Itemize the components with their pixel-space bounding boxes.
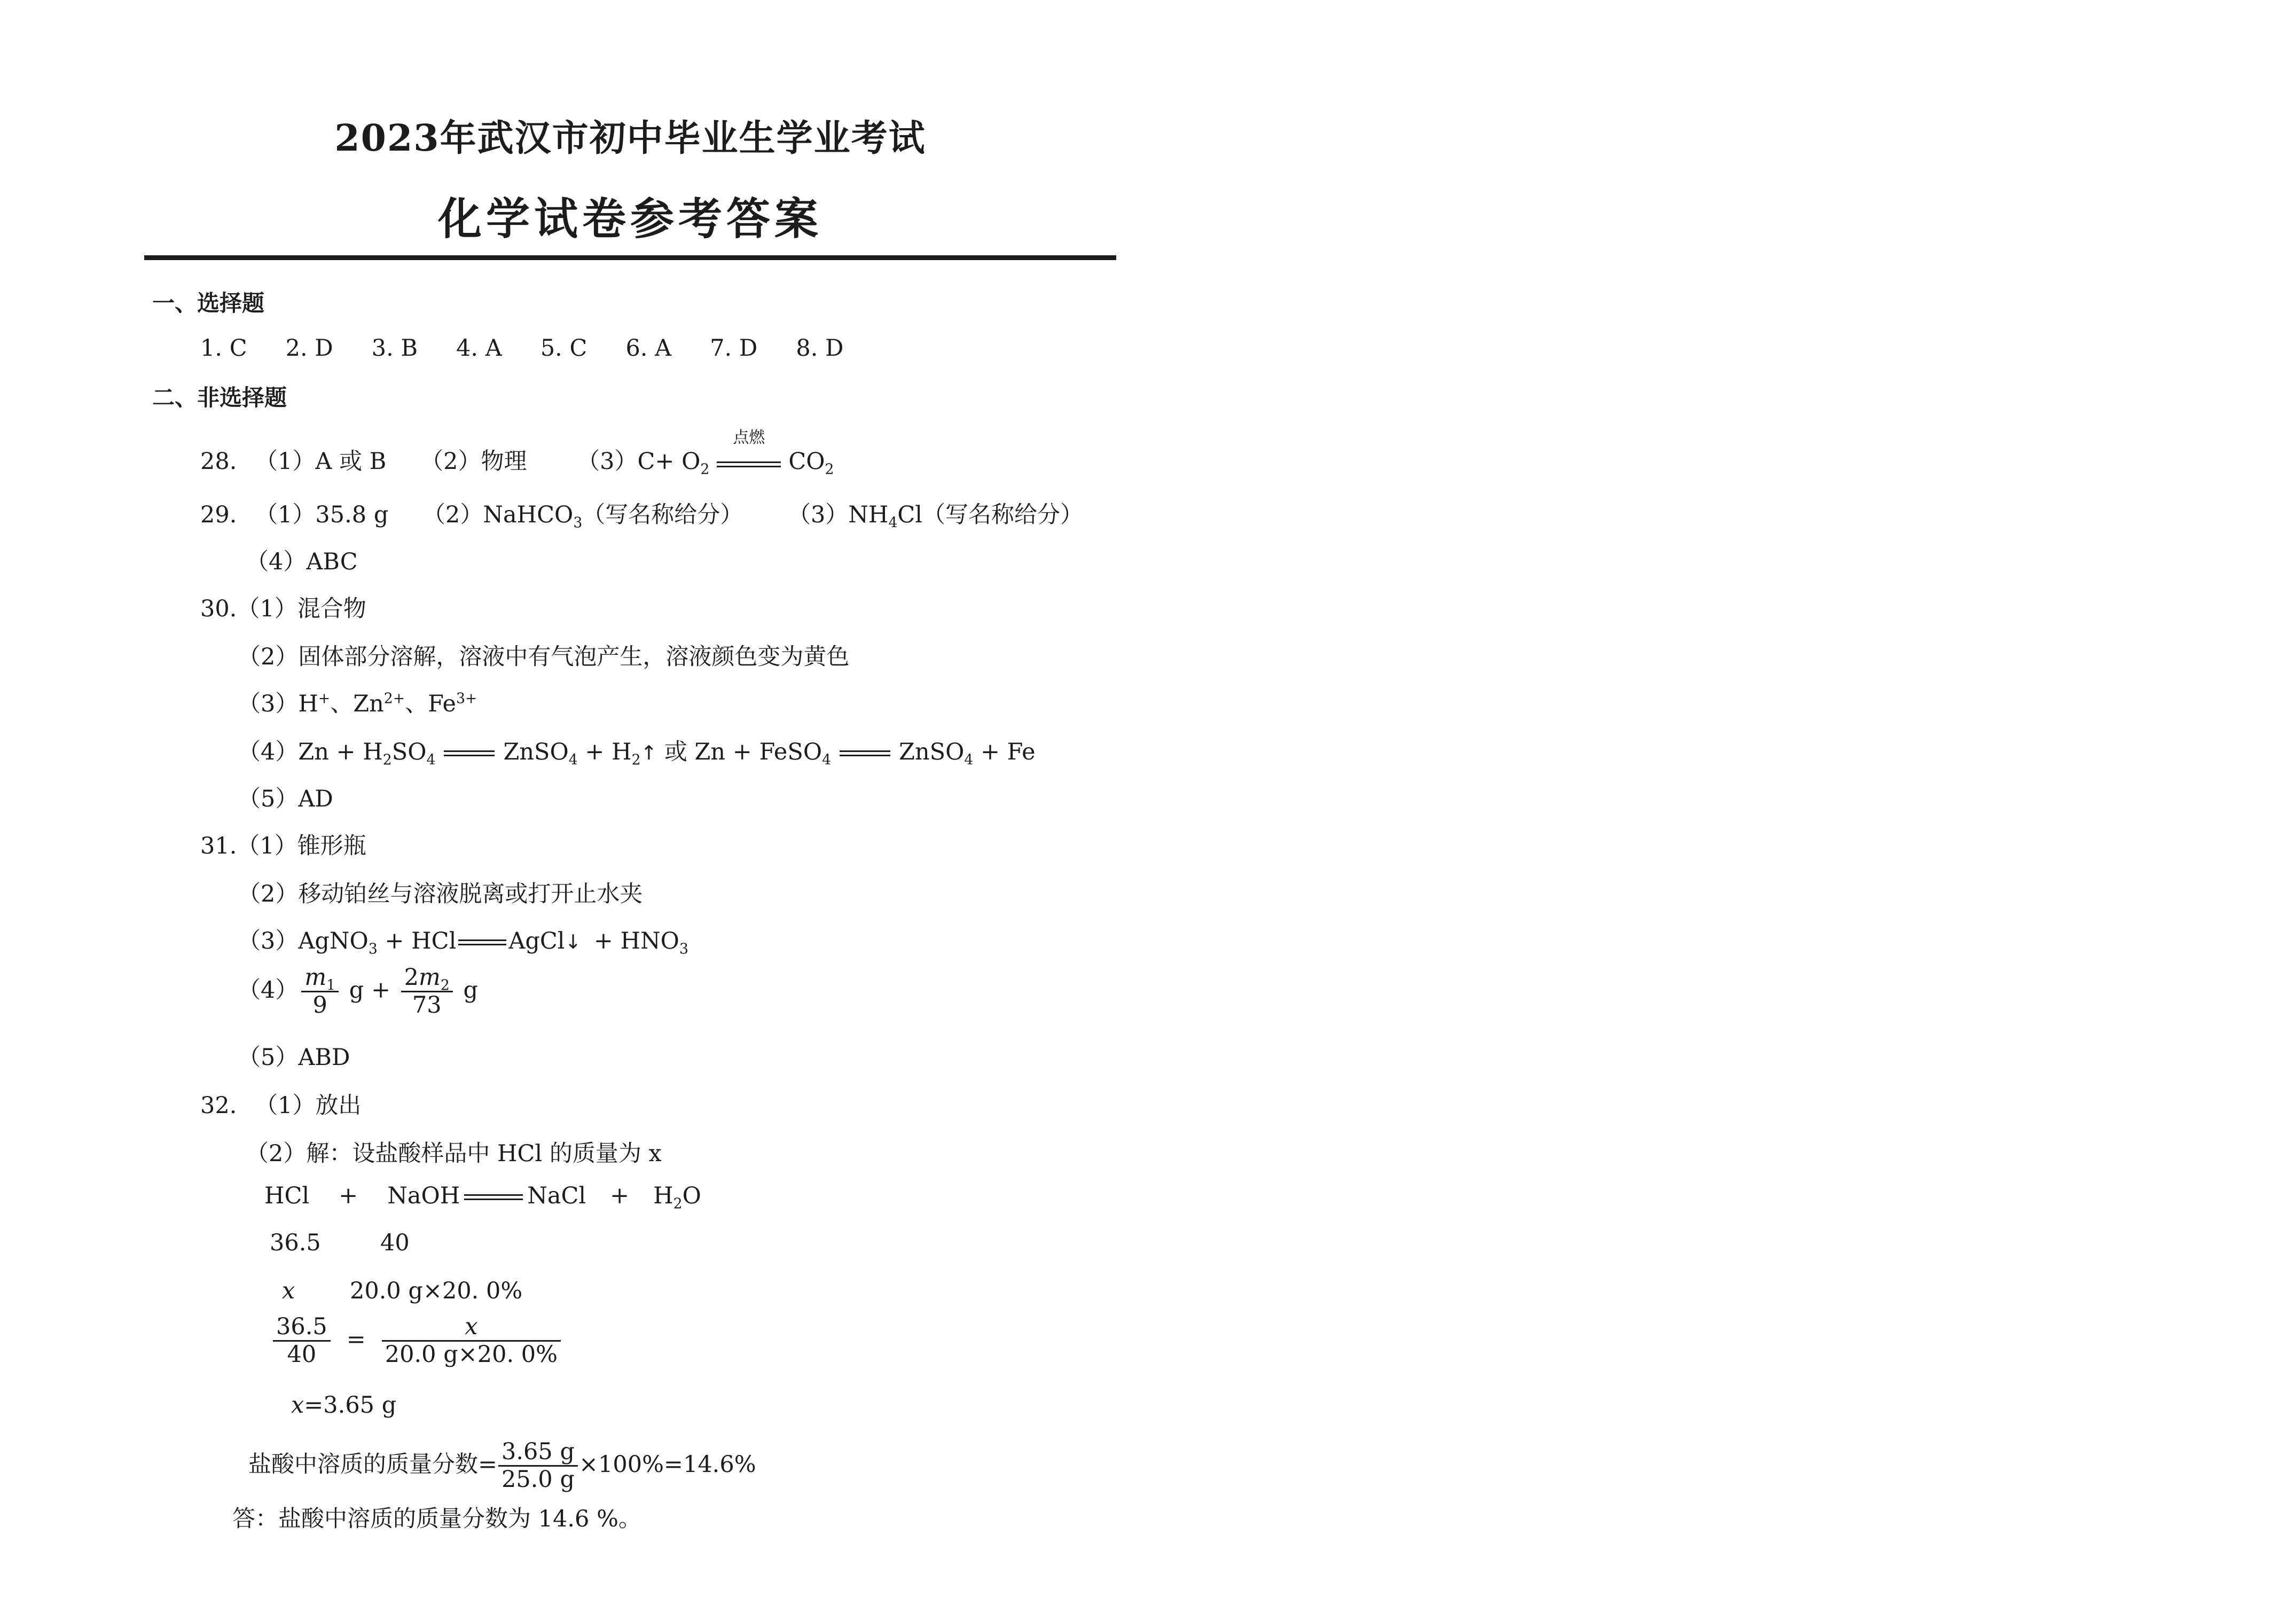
mc-answer-8: 8. D bbox=[796, 335, 844, 362]
q31-number: 31. bbox=[200, 833, 237, 859]
mc-answer-4: 4. A bbox=[456, 335, 502, 362]
q32-part1: （1）放出 bbox=[255, 1092, 362, 1119]
multiple-choice-answers bbox=[200, 335, 882, 362]
exam-title: 2023年武汉市初中毕业生学业考试 bbox=[334, 117, 926, 160]
q32-molar-mass-naoh: 40 bbox=[380, 1230, 410, 1256]
q32-number: 32. bbox=[200, 1092, 237, 1119]
q32-mass-fraction: 盐酸中溶质的质量分数= $\frac{3.65 g}{25.0 g}$ ×100%=14.6% bbox=[248, 1438, 756, 1493]
q32-result: x=3.65 g bbox=[291, 1392, 397, 1419]
title-divider bbox=[144, 255, 1116, 260]
mc-answer-6: 6. A bbox=[625, 335, 672, 362]
mc-answer-2: 2. D bbox=[285, 335, 333, 362]
answer-title: 化学试卷参考答案 bbox=[437, 193, 822, 245]
q28-row bbox=[200, 428, 834, 478]
fraction-2m2-over-73: $\frac{2m_2}{73}$ bbox=[401, 965, 453, 1019]
q31-part1: （1）锥形瓶 bbox=[237, 833, 366, 859]
q30-part3: （3）H+、$Zn^{2+}$、$Fe^{3+}$ bbox=[238, 690, 477, 717]
mc-answer-7: 7. D bbox=[710, 335, 758, 362]
q30-row bbox=[200, 591, 366, 623]
q32-equation: HCl + NaOH NaCl + $H_2O$ bbox=[264, 1183, 701, 1212]
q28-number: 28. bbox=[200, 448, 237, 475]
q29-row bbox=[200, 497, 1083, 529]
q28-part1: （1）A 或 B bbox=[255, 448, 387, 475]
fraction-3.65-over-25.0: $\frac{3.65 g}{25.0 g}$ bbox=[498, 1439, 578, 1493]
q28-product: $CO_2$ bbox=[788, 448, 834, 478]
q32-unknown-x: x bbox=[282, 1278, 295, 1304]
q29-number: 29. bbox=[200, 502, 237, 528]
mc-answer-1: 1. C bbox=[200, 335, 247, 362]
q32-part2: （2）解：设盐酸样品中 HCl 的质量为 x bbox=[246, 1140, 662, 1167]
gas-up-arrow-icon: ↑ bbox=[640, 741, 657, 764]
q30-number: 30. bbox=[200, 596, 237, 622]
q32-naoh-mass: 20.0 g×20. 0% bbox=[350, 1278, 523, 1304]
q30-part2: （2）固体部分溶解，溶液中有气泡产生，溶液颜色变为黄色 bbox=[238, 644, 850, 670]
ratio-x-over-naoh-mass: $\frac{x}{20.0 g\times 20. 0\%}$ bbox=[382, 1314, 561, 1368]
q32-final-answer: 答：盐酸中溶质的质量分数为 14.6 %。 bbox=[232, 1506, 641, 1532]
mc-answer-3: 3. B bbox=[371, 335, 418, 362]
section-multiple-choice-heading: 一、选择题 bbox=[152, 290, 265, 316]
q31-part3: （3）AgNO$_3$ + HCl AgCl↓ + $HNO_3$ bbox=[238, 928, 688, 958]
q29-part1: （1）35.8 g bbox=[255, 502, 389, 528]
q32-molar-mass-hcl: 36.5 bbox=[270, 1230, 321, 1256]
fraction-m1-over-9: $\frac{m_1}{9}$ bbox=[301, 965, 339, 1019]
q28-part3-label: （3） bbox=[577, 448, 638, 475]
q30-part1: （1）混合物 bbox=[237, 596, 366, 622]
mc-answer-5: 5. C bbox=[540, 335, 587, 362]
section-non-choice-heading: 二、非选择题 bbox=[152, 385, 287, 411]
q30-part4: $(4)Zn + H_2SO_4$ ZnSO$_4$ + $H_2↑$ 或 Zn + FeSO$_4$ ZnSO$_4$ + Fe bbox=[238, 739, 1036, 769]
q29-part4: （4）ABC bbox=[246, 549, 358, 575]
q29-part3: $(3)NH_4Cl$（写名称给分） bbox=[787, 502, 1084, 531]
q28-part2: （2）物理 bbox=[420, 448, 527, 475]
q31-part4: （4） $\frac{m_1}{9}$ g + $\frac{2m_2}{73}$ g bbox=[238, 964, 478, 1019]
q31-row bbox=[200, 828, 366, 860]
q28-reactants: $C+ O_2$ bbox=[637, 448, 710, 478]
q30-part5: （5）AD bbox=[238, 786, 333, 812]
ignition-condition: 点燃 bbox=[733, 428, 765, 447]
q32-row bbox=[200, 1087, 361, 1120]
precipitate-down-arrow-icon: ↓ bbox=[565, 930, 582, 953]
q29-part2: （2）NaHCO$_3$（写名称给分） bbox=[422, 502, 743, 531]
q31-part5: （5）ABD bbox=[238, 1044, 350, 1071]
ratio-36.5-over-40: $\frac{36.5}{40}$ bbox=[273, 1314, 331, 1368]
q31-part2: （2）移动铂丝与溶液脱离或打开止水夹 bbox=[238, 881, 643, 907]
q32-ratio: $\frac{36.5}{40}$ = $\frac{x}{20.0 g\times 20. 0\%}$ bbox=[270, 1314, 564, 1368]
